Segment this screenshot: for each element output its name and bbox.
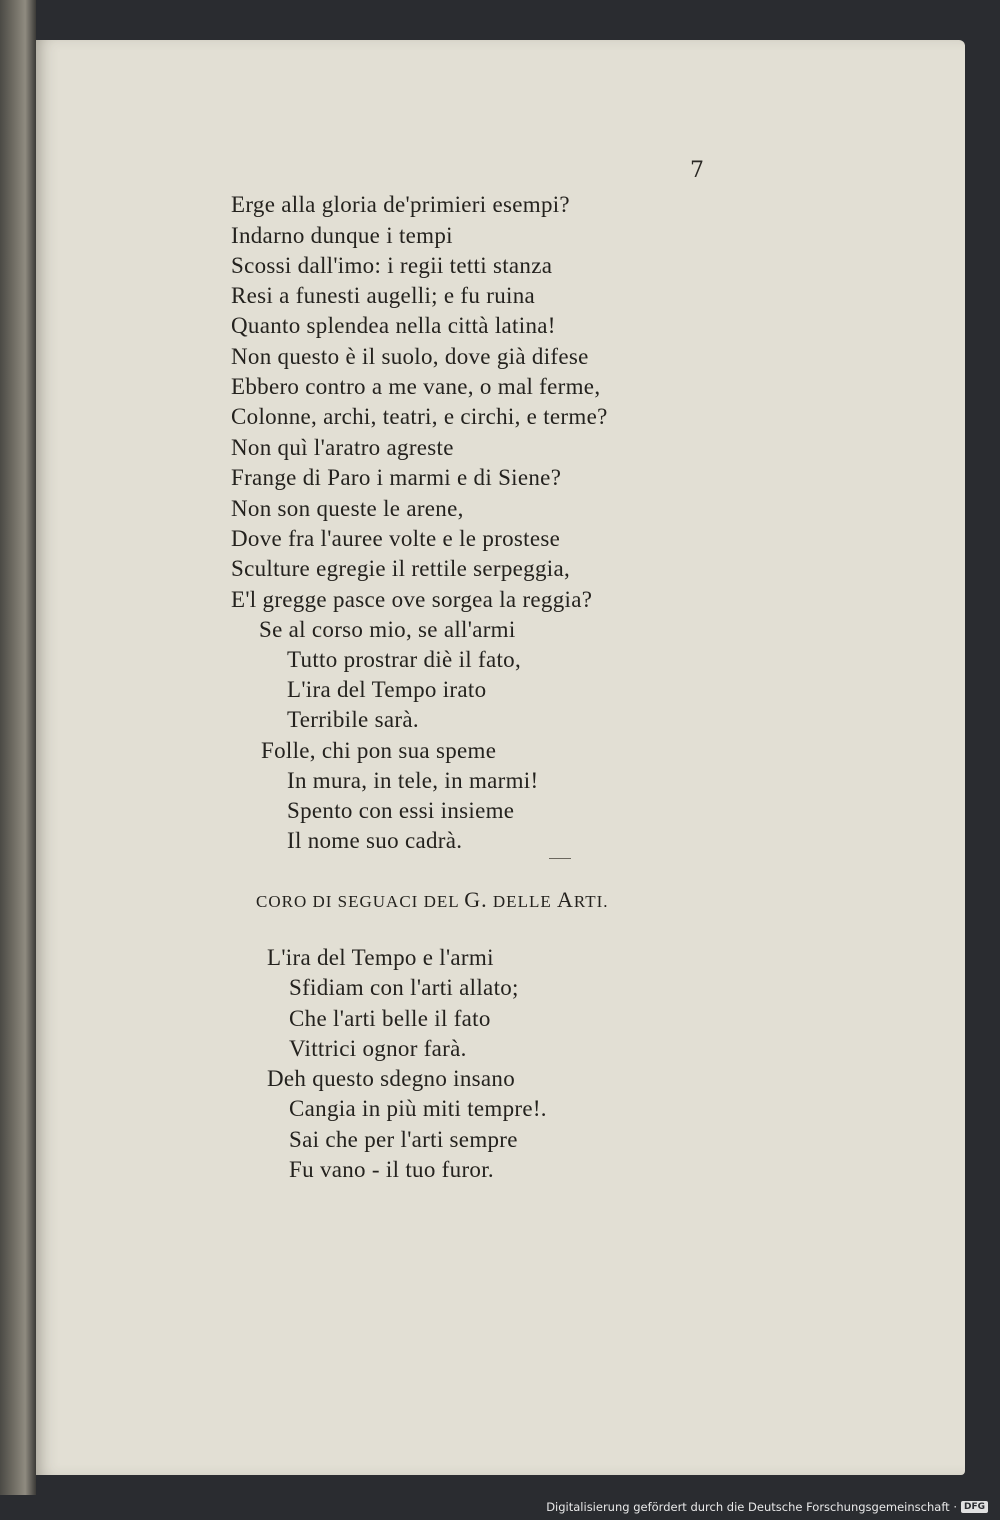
verse-line: E'l gregge pasce ove sorgea la reggia? <box>231 587 593 612</box>
verse-line: Se al corso mio, se all'armi <box>259 617 516 642</box>
verse-line: Non questo è il suolo, dove già difese <box>231 344 589 369</box>
verse-line: Sfidiam con l'arti allato; <box>289 975 519 1000</box>
verse-line: Cangia in più miti tempre!. <box>289 1096 547 1121</box>
verse-line: Fu vano - il tuo furor. <box>289 1157 494 1182</box>
footer-text: Digitalisierung gefördert durch die Deutsche Forschungsgemeinschaft · <box>546 1500 957 1514</box>
section-heading: CORO DI SEGUACI DEL G. DELLE ARTI. <box>256 887 609 912</box>
verse-line: Il nome suo cadrà. <box>287 828 463 853</box>
verse-line: Colonne, archi, teatri, e circhi, e terme? <box>231 404 608 429</box>
dfg-logo-icon: DFG <box>961 1501 988 1513</box>
verse-line: Dove fra l'auree volte e le prostese <box>231 526 561 551</box>
section-rule <box>549 858 571 859</box>
verse-line: Erge alla gloria de'primieri esempi? <box>231 192 570 217</box>
verse-line: Spento con essi insieme <box>287 798 515 823</box>
verse-line: L'ira del Tempo irato <box>287 677 487 702</box>
verse-line: In mura, in tele, in marmi! <box>287 768 539 793</box>
verse-line: Non quì l'aratro agreste <box>231 435 454 460</box>
verse-line: Frange di Paro i marmi e di Siene? <box>231 465 562 490</box>
verse-line: Folle, chi pon sua speme <box>261 738 497 763</box>
verse-line: Resi a funesti augelli; e fu ruina <box>231 283 535 308</box>
verse-line: Non son queste le arene, <box>231 496 464 521</box>
verse-line: Sculture egregie il rettile serpeggia, <box>231 556 571 581</box>
verse-line: Quanto splendea nella città latina! <box>231 313 556 338</box>
verse-line: Ebbero contro a me vane, o mal ferme, <box>231 374 601 399</box>
verse-line: Sai che per l'arti sempre <box>289 1127 518 1152</box>
facing-page-edge <box>0 0 36 1495</box>
book-page <box>36 40 965 1475</box>
verse-line: Deh questo sdegno insano <box>267 1066 516 1091</box>
verse-line: Che l'arti belle il fato <box>289 1006 491 1031</box>
verse-line: Terribile sarà. <box>287 707 419 732</box>
verse-line: Tutto prostrar diè il fato, <box>287 647 522 672</box>
verse-line: Indarno dunque i tempi <box>231 223 453 248</box>
page-number: 7 <box>690 158 704 183</box>
verse-line: L'ira del Tempo e l'armi <box>267 945 494 970</box>
verse-line: Scossi dall'imo: i regii tetti stanza <box>231 253 553 278</box>
footer-credit <box>546 1497 988 1517</box>
verse-line: Vittrici ognor farà. <box>289 1036 467 1061</box>
